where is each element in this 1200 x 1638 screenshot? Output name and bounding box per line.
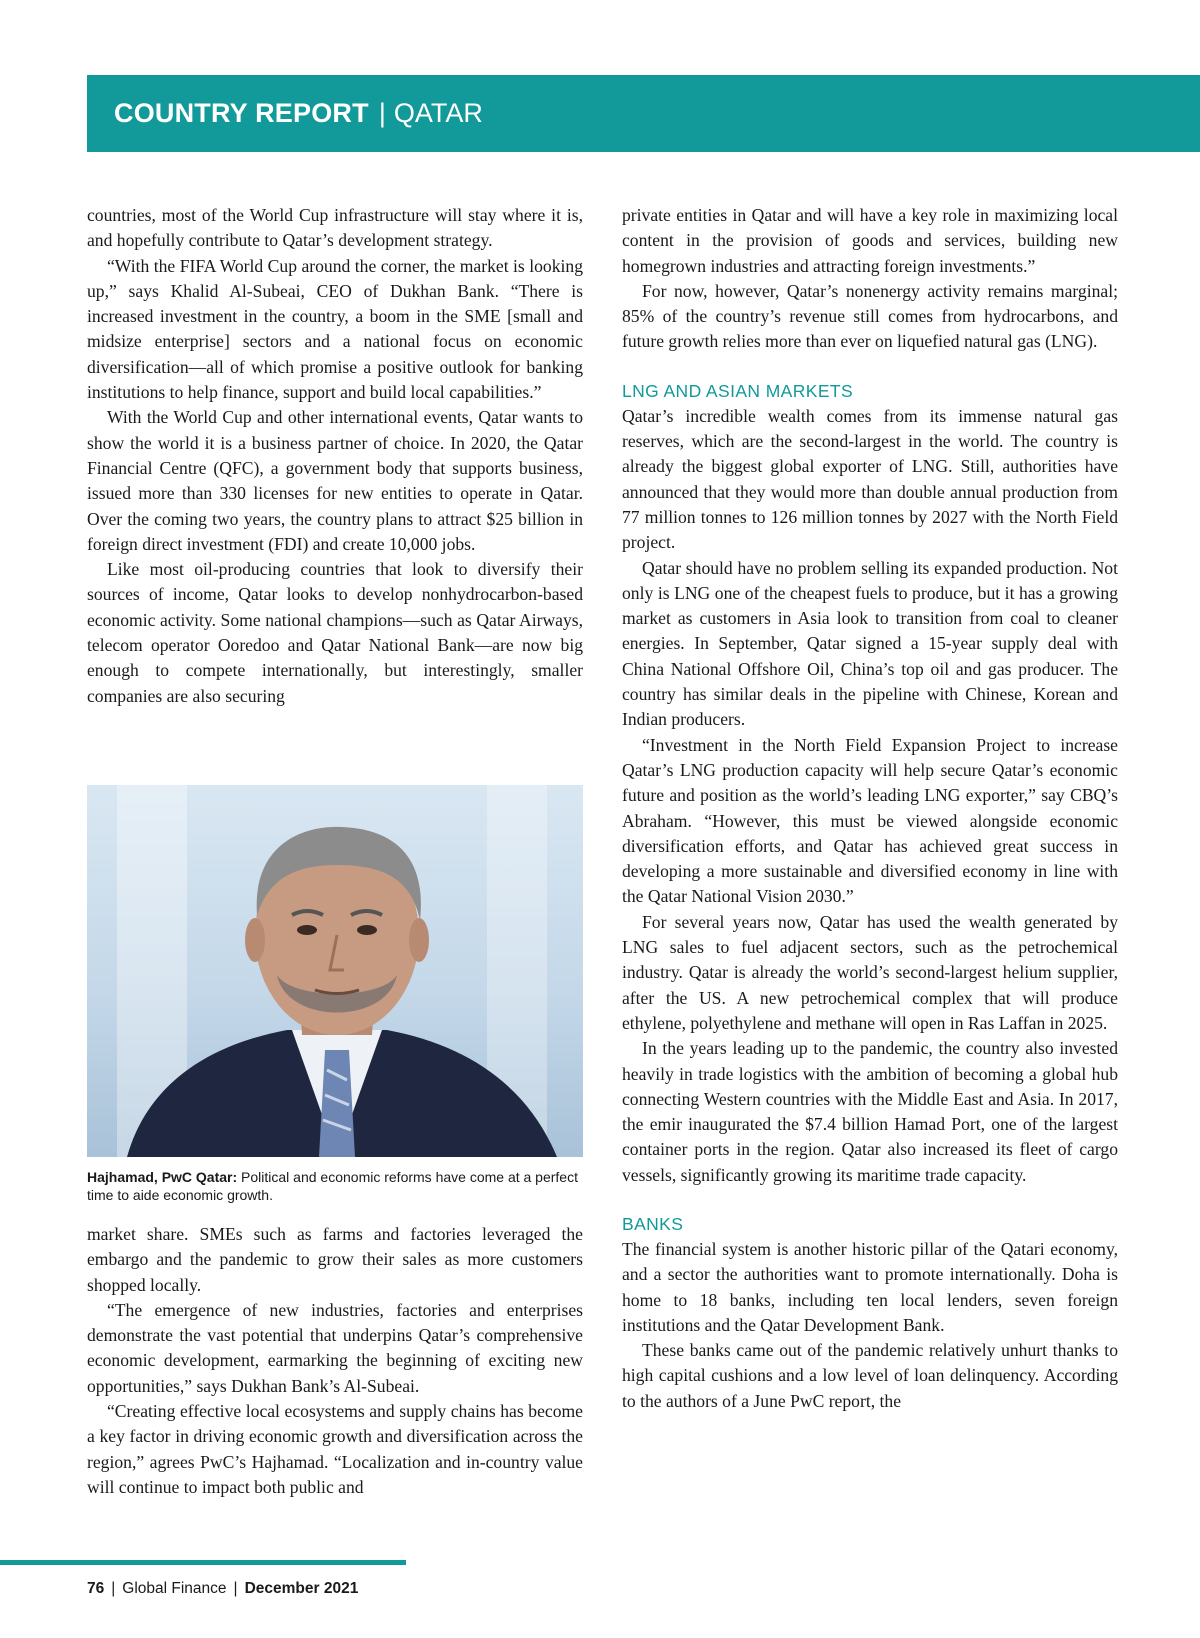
article-paragraph: For now, however, Qatar’s nonenergy activity remains marginal; 85% of the country’s revenue still comes from hydrocarbons, and future growth relies more than ever on liquefied natural gas (LNG). <box>622 280 1118 352</box>
portrait-photo <box>87 785 583 1157</box>
article-paragraph: These banks came out of the pandemic relatively unhurt thanks to high capital cushions and a low level of loan delinquency. According to the authors of a June PwC report, the <box>622 1340 1118 1411</box>
publication-name: Global Finance <box>122 1580 227 1597</box>
article-paragraph: Like most oil-producing countries that look to diversify their sources of income, Qatar looks to develop nonhydrocarbon-based economic activity. Some national champions—such as Qatar Airways, telecom operator Ooredoo and Qatar National Bank—are now big enough to compete internationally, but interestingly, smaller companies are also securing <box>87 559 583 706</box>
page-footer <box>87 1580 358 1598</box>
article-paragraph: “The emergence of new industries, factories and enterprises demonstrate the vast potential that underpins Qatar’s comprehensive economic development, earmarking the beginning of exciting new opportunities,” says Dukhan Bank’s Al-Subeai. <box>87 1299 583 1396</box>
footer-separator: | <box>111 1580 116 1597</box>
section-title: COUNTRY REPORT <box>114 98 369 128</box>
article-paragraph: “Creating effective local ecosystems and supply chains has become a key factor in driving economic growth and diversification across the region,” agrees PwC’s Hajhamad. “Localization and in-country value will continue to impact both public and <box>87 1401 583 1497</box>
issue-date: December 2021 <box>244 1580 359 1597</box>
left-column-bottom <box>87 1222 583 1500</box>
left-column-top <box>87 203 583 709</box>
caption-text: Political and economic reforms have come at a perfect time to aide economic growth. <box>87 1169 578 1203</box>
footer-rule <box>0 1560 406 1565</box>
subheading-banks: BANKS <box>622 1213 684 1234</box>
portrait-illustration <box>87 785 583 1157</box>
subheading-lng: LNG AND ASIAN MARKETS <box>622 380 854 401</box>
country-name: QATAR <box>393 98 483 128</box>
article-paragraph: In the years leading up to the pandemic, the country also invested heavily in trade logistics with the ambition of becoming a global hub connecting Western countries with the Middle East and Asia. In 2017, the emir inaugurated the $7.4 billion Hamad Port, one of the largest container ports in the region. Qatar also increased its fleet of cargo vessels, significantly growing its maritime trade capacity. <box>622 1038 1118 1185</box>
article-paragraph: private entities in Qatar and will have a key role in maximizing local content in the provision of goods and services, building new homegrown industries and attracting foreign investments.” <box>622 205 1118 276</box>
footer-separator: | <box>233 1580 238 1597</box>
photo-caption <box>87 1168 583 1204</box>
article-paragraph: Qatar should have no problem selling its expanded production. Not only is LNG one of the cheapest fuels to produce, but it has a growing market as customers in Asia look to transition from coal to cleaner energies. In September, Qatar signed a 15-year supply deal with China National Offshore Oil, China’s top oil and gas producer. The country has similar deals in the pipeline with Chinese, Korean and Indian producers. <box>622 557 1118 730</box>
caption-name: Hajhamad, PwC Qatar: <box>87 1169 238 1185</box>
article-paragraph: For several years now, Qatar has used the wealth generated by LNG sales to fuel adjacent sectors, such as the petrochemical industry. Qatar is already the world’s second-largest helium supplier, after the US. A new petrochemical complex that will produce ethylene, polyethylene and methane will open in Ras Laffan in 2025. <box>622 911 1118 1033</box>
page-number: 76 <box>87 1580 105 1597</box>
article-paragraph: “With the FIFA World Cup around the corner, the market is looking up,” says Khalid Al-Subeai, CEO of Dukhan Bank. “There is increased investment in the country, a boom in the SME [small and midsize enterprise] sectors and a national focus on economic diversification—all of which promise a positive outlook for banking institutions to help finance, support and build local capabilities.” <box>87 255 583 403</box>
header-separator: | <box>378 98 386 128</box>
article-paragraph: The financial system is another historic pillar of the Qatari economy, and a sector the authorities want to promote internationally. Doha is home to 18 banks, including ten local lenders, seven foreign institutions and the Qatar Development Bank. <box>622 1238 1118 1335</box>
article-paragraph: market share. SMEs such as farms and factories leveraged the embargo and the pandemic to grow their sales as more customers shopped locally. <box>87 1224 583 1295</box>
article-paragraph: countries, most of the World Cup infrastructure will stay where it is, and hopefully contribute to Qatar’s development strategy. <box>87 205 583 251</box>
right-column <box>622 203 1118 1414</box>
section-banner <box>87 75 1200 152</box>
article-paragraph: Qatar’s incredible wealth comes from its immense natural gas reserves, which are the second-largest in the world. The country is already the biggest global exporter of LNG. Still, authorities have announced that they would more than double annual production from 77 million tonnes to 126 million tonnes by 2027 with the North Field project. <box>622 405 1118 553</box>
article-paragraph: With the World Cup and other international events, Qatar wants to show the world it is a business partner of choice. In 2020, the Qatar Financial Centre (QFC), a government body that supports business, issued more than 330 licenses for new entities to operate in Qatar. Over the coming two years, the country plans to attract $25 billion in foreign direct investment (FDI) and create 10,000 jobs. <box>87 407 583 554</box>
article-paragraph: “Investment in the North Field Expansion Project to increase Qatar’s LNG production capacity will help secure Qatar’s economic future and position as the world’s leading LNG exporter,” say CBQ’s Abraham. “However, this must be viewed alongside economic diversification efforts, and Qatar has achieved great success in developing a more sustainable and diversified economy in line with the Qatar National Vision 2030.” <box>622 734 1118 907</box>
